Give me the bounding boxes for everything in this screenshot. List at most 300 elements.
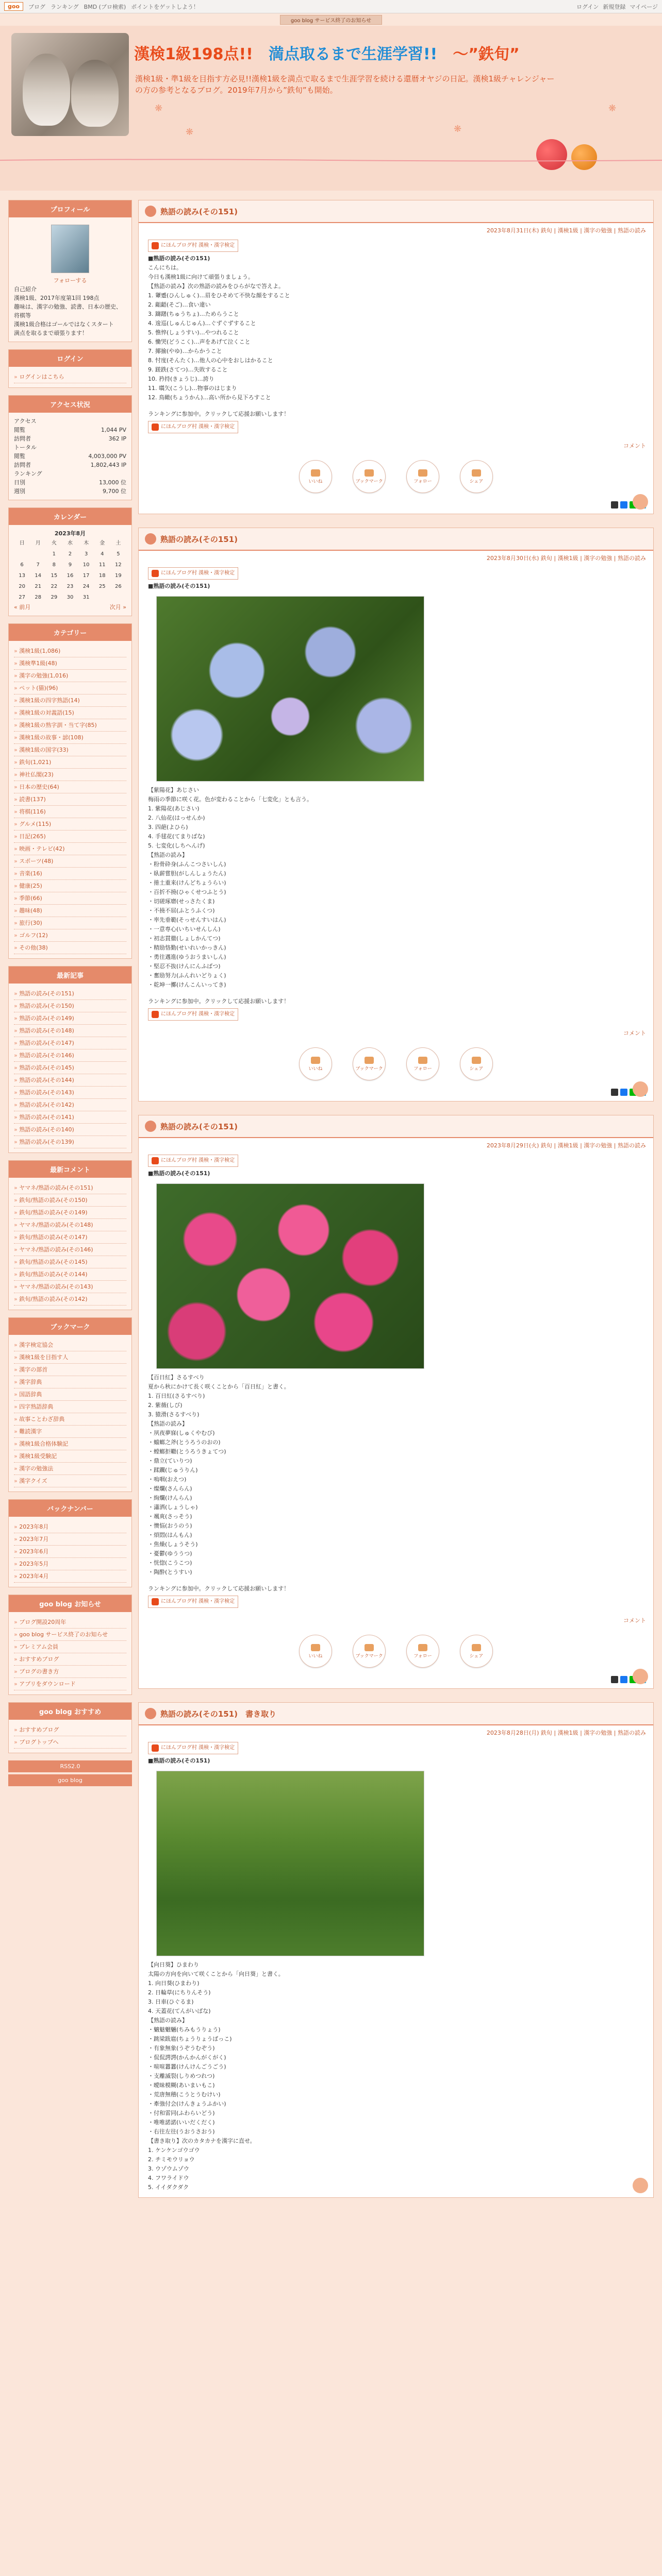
- calendar-day[interactable]: 13: [19, 573, 25, 579]
- calendar-month: 2023年8月: [54, 530, 86, 537]
- post-line: ・不撓不屈(ふとうふくつ): [148, 907, 215, 914]
- calendar-day[interactable]: 1: [52, 551, 56, 557]
- calendar-weekday: 水: [67, 540, 73, 546]
- reaction-button[interactable]: [406, 460, 439, 493]
- calendar-day: [14, 549, 30, 560]
- comment-item[interactable]: » 鉄旬/熟語の読み(その144): [14, 1268, 126, 1281]
- post-line: 6. 慟哭(どうこく)…声をあげて泣くこと: [148, 338, 251, 345]
- calendar-day[interactable]: 5: [117, 551, 120, 557]
- calendar-day[interactable]: 26: [115, 584, 122, 589]
- category-item[interactable]: » 日本の歴史(64): [14, 781, 126, 793]
- post-line: 3. 日車(ひぐるま): [148, 1998, 194, 2005]
- comment-item[interactable]: » 鉄旬/熟語の読み(その149): [14, 1207, 126, 1219]
- ranking-banner[interactable]: [148, 567, 238, 580]
- goo-news-item[interactable]: » goo blog サービス終了のお知らせ: [14, 1629, 126, 1641]
- access-box: [8, 395, 132, 500]
- recent-item[interactable]: » 熟語の読み(その144): [14, 1074, 126, 1087]
- ranking-banner[interactable]: [148, 421, 238, 433]
- access-label: アクセス: [14, 418, 37, 425]
- goo-news-item[interactable]: » アプリをダウンロード: [14, 1678, 126, 1690]
- post-line: 4. 逡巡(しゅんじゅん)…ぐずぐずすること: [148, 320, 256, 327]
- site-description: 漢検1級・準1級を目指す方必見!!漢検1級を満点で取るまで生涯学習を続ける還暦オヤジの日記。漢検1級チャレンジャーの方の参考となるブログ。2019年7月から”鉄旬”も開始。: [135, 74, 555, 95]
- access-row: [14, 469, 126, 478]
- calendar-heading: カレンダー: [9, 508, 131, 525]
- goo-news-item[interactable]: » プレミアム会員: [14, 1641, 126, 1653]
- main-content: [138, 200, 654, 2211]
- access-row: [14, 434, 126, 443]
- access-value: 362 IP: [108, 435, 126, 442]
- calendar-day[interactable]: 31: [82, 595, 90, 600]
- goo-news-item[interactable]: » ブログの書き方: [14, 1666, 126, 1678]
- comment-item[interactable]: » 鉄旬/熟語の読み(その150): [14, 1194, 126, 1207]
- recent-item[interactable]: » 熟語の読み(その142): [14, 1099, 126, 1111]
- calendar-day[interactable]: 29: [51, 595, 58, 600]
- category-item[interactable]: » 漢検1級(1,086): [14, 645, 126, 657]
- post-line: ・絢爛(けんらん): [148, 1495, 192, 1501]
- calendar-day[interactable]: 12: [115, 562, 122, 568]
- category-list: [9, 641, 131, 958]
- facebook-share-icon[interactable]: [620, 501, 627, 509]
- reaction-button[interactable]: [353, 1635, 386, 1668]
- post-line: ・嗚咽(おえつ): [148, 1476, 187, 1483]
- ranking-label: にほんブログ村 漢検・漢字検定: [161, 1011, 235, 1017]
- recent-heading: 最新記事: [9, 967, 131, 984]
- calendar-day[interactable]: 19: [115, 573, 122, 579]
- post-title[interactable]: 熟語の読み(その151): [160, 534, 238, 544]
- reaction-label: シェア: [469, 1653, 484, 1659]
- access-row: [14, 426, 126, 434]
- login-box: [8, 349, 132, 388]
- backnumber-item[interactable]: » 2023年4月: [14, 1570, 126, 1583]
- post-line: ・夙夜夢寐(しゅくやむび): [148, 1430, 215, 1436]
- comment-item[interactable]: » ヤマネ/熟語の読み(その151): [14, 1182, 126, 1194]
- reaction-button[interactable]: [353, 460, 386, 493]
- comment-item[interactable]: » 鉄旬/熟語の読み(その145): [14, 1256, 126, 1268]
- recent-item[interactable]: » 熟語の読み(その139): [14, 1136, 126, 1148]
- recent-item[interactable]: » 熟語の読み(その143): [14, 1087, 126, 1099]
- x-share-icon[interactable]: [611, 1676, 618, 1683]
- access-label: 訪問者: [14, 462, 31, 468]
- post-title[interactable]: 熟語の読み(その151) 書き取り: [160, 1709, 277, 1719]
- post-line: ・一意専心(いちいせんしん): [148, 926, 221, 933]
- access-label: 訪問者: [14, 435, 31, 442]
- category-item[interactable]: » ゴルフ(12): [14, 929, 126, 942]
- login-link-sidebar[interactable]: » ログインはこちら: [14, 371, 126, 383]
- x-share-icon[interactable]: [611, 501, 618, 509]
- post-body: [139, 1740, 653, 2197]
- post-date: 2023年8月28日(月) 鉄旬 | 漢検1級 | 漢字の勉強 | 熟語の読み: [486, 1730, 646, 1736]
- post-line: 8. 忖度(そんたく)…他人の心中をおしはかること: [148, 357, 273, 364]
- bookmark-item[interactable]: » 漢検1級合格体験記: [14, 1438, 126, 1450]
- calendar-day[interactable]: 18: [98, 573, 106, 579]
- comment-item[interactable]: » ヤマネ/熟語の読み(その143): [14, 1281, 126, 1293]
- calendar-day[interactable]: 15: [51, 573, 58, 579]
- goo-news-item[interactable]: » おすすめブログ: [14, 1653, 126, 1666]
- category-item[interactable]: » 映画・テレビ(42): [14, 843, 126, 855]
- post-line: 5. 七変化(しちへんげ): [148, 842, 205, 849]
- access-row: [14, 461, 126, 469]
- post-line: 【書き取り】次のカタカナを漢字に直せ。: [148, 2138, 256, 2144]
- post-line: ・蹂躙(じゅうりん): [148, 1467, 198, 1473]
- paw-print-icon: ❋: [454, 124, 462, 134]
- reaction-label: シェア: [469, 479, 484, 484]
- post-line: 5. イイダクダク: [148, 2184, 189, 2191]
- post-icon: [145, 206, 156, 217]
- goo-recommend-item[interactable]: » おすすめブログ: [14, 1724, 126, 1736]
- reaction-label: ブックマーク: [355, 479, 383, 484]
- bookmark-item[interactable]: » 漢字クイズ: [14, 1475, 126, 1487]
- ranking-label: にほんブログ村 漢検・漢字検定: [161, 424, 235, 430]
- reaction-label: いいね: [308, 1066, 323, 1072]
- rss-button[interactable]: RSS2.0: [8, 1760, 132, 1772]
- share-bar: [139, 1086, 653, 1101]
- category-item[interactable]: » 漢検1級の熟字訓・当て字(85): [14, 719, 126, 732]
- calendar-day[interactable]: 14: [35, 573, 42, 579]
- category-item[interactable]: » 将棋(116): [14, 806, 126, 818]
- reaction-buttons: [139, 1047, 653, 1080]
- bookmark-item[interactable]: » 四字熟語辞典: [14, 1401, 126, 1413]
- post-line: 今日も漢検1級に向けて頑張りましょう。: [148, 274, 254, 280]
- access-label: 週別: [14, 488, 25, 495]
- goo-logo[interactable]: goo: [4, 2, 23, 11]
- access-label: 閲覧: [14, 427, 25, 433]
- comment-item[interactable]: » ヤマネ/熟語の読み(その148): [14, 1219, 126, 1231]
- calendar-day[interactable]: 9: [68, 562, 72, 568]
- category-item[interactable]: » 神社仏閣(23): [14, 769, 126, 781]
- ranking-banner[interactable]: [148, 1596, 238, 1608]
- reaction-icon: [418, 1644, 427, 1651]
- post-photo[interactable]: [156, 1771, 424, 1956]
- yarn-string: [0, 159, 662, 162]
- backnumber-item[interactable]: » 2023年5月: [14, 1558, 126, 1570]
- recent-item[interactable]: » 熟語の読み(その150): [14, 1000, 126, 1012]
- post-line: ・右往左往(うおうさおう): [148, 2128, 215, 2135]
- comment-item[interactable]: » 鉄旬/熟語の読み(その147): [14, 1231, 126, 1244]
- calendar-day[interactable]: 8: [52, 562, 56, 568]
- comment-link[interactable]: コメント: [623, 1617, 646, 1624]
- post-body: [139, 1153, 653, 1615]
- profile-line: 漢検1級、2017年度第1回 198点: [14, 295, 100, 301]
- bookmark-item[interactable]: » 漢検1級を目指す人: [14, 1351, 126, 1364]
- post-line: ・堅忍不抜(けんにんふばつ): [148, 963, 221, 970]
- calendar-day[interactable]: 16: [67, 573, 74, 579]
- post-line: ・陶酔(とうすい): [148, 1569, 192, 1575]
- post-line: 梅雨の季節に咲く花。色が変わることから「七変化」とも言う。: [148, 796, 312, 803]
- goo-recommend-heading: goo blog おすすめ: [9, 1703, 131, 1720]
- ranking-label: にほんブログ村 漢検・漢字検定: [161, 1599, 235, 1604]
- comments-heading: 最新コメント: [9, 1161, 131, 1178]
- bookmark-item[interactable]: » 漢字検定協会: [14, 1339, 126, 1351]
- reaction-buttons: [139, 1635, 653, 1668]
- calendar-next[interactable]: 次月 »: [109, 604, 126, 611]
- cat-footer-icon: [633, 1669, 648, 1684]
- calendar-day[interactable]: 25: [98, 584, 106, 589]
- post-title[interactable]: 熟語の読み(その151): [160, 1122, 238, 1131]
- goo-recommend-item[interactable]: » ブログトップへ: [14, 1736, 126, 1749]
- cat-footer-icon: [633, 494, 648, 510]
- backnumber-item[interactable]: » 2023年7月: [14, 1533, 126, 1546]
- calendar-day[interactable]: 7: [36, 562, 40, 568]
- site-title[interactable]: 漢検1級198点!! 満点取るまで生涯学習!! ～”鉄旬”: [134, 45, 520, 63]
- category-item[interactable]: » グルメ(115): [14, 818, 126, 831]
- post-line: ・颯爽(さっそう): [148, 1513, 192, 1520]
- reaction-button[interactable]: [460, 1635, 493, 1668]
- recent-item[interactable]: » 熟語の読み(その148): [14, 1025, 126, 1037]
- backnumber-item[interactable]: » 2023年8月: [14, 1521, 126, 1533]
- profile-line: 漢検1級合格はゴールではなくスタート: [14, 321, 114, 328]
- access-stats: [9, 413, 131, 500]
- reaction-label: フォロー: [413, 1066, 432, 1072]
- post-line: ・魑魅魍魎(ちみもうりょう): [148, 2026, 221, 2033]
- toolbar-left: [4, 2, 199, 11]
- category-item[interactable]: » スポーツ(48): [14, 855, 126, 868]
- post-line: ・付和雷同(ふわらいどう): [148, 2110, 215, 2116]
- calendar-day[interactable]: 28: [35, 595, 42, 600]
- goo-recommend-list: [9, 1720, 131, 1753]
- calendar-day[interactable]: 24: [82, 584, 90, 589]
- category-box: [8, 623, 132, 959]
- bookmark-item[interactable]: » 故事ことわざ辞典: [14, 1413, 126, 1426]
- reaction-label: フォロー: [413, 479, 432, 484]
- post-line: 1. ケンケンゴウゴウ: [148, 2147, 200, 2154]
- toolbar-link-search[interactable]: BMD (ブロ検索): [84, 3, 126, 10]
- facebook-share-icon[interactable]: [620, 1676, 627, 1683]
- post-line: ・瀟洒(しょうしゃ): [148, 1504, 198, 1511]
- calendar-day[interactable]: 10: [82, 562, 90, 568]
- backnumber-list: [9, 1517, 131, 1587]
- ranking-banner[interactable]: [148, 240, 238, 252]
- recent-item[interactable]: » 熟語の読み(その147): [14, 1037, 126, 1049]
- goo-news-item[interactable]: » ブログ開設20周年: [14, 1616, 126, 1629]
- comments-box: [8, 1160, 132, 1310]
- post-header: [139, 200, 653, 223]
- post-line: ・蟷螂之斧(とうろうのおの): [148, 1439, 221, 1446]
- reaction-icon: [472, 1644, 481, 1651]
- reaction-label: いいね: [308, 479, 323, 484]
- ranking-outro: ランキングに参加中。クリックして応援お願いします！: [148, 998, 290, 1005]
- bookmark-item[interactable]: » 国語辞典: [14, 1388, 126, 1401]
- post-line: ・恍惚(こうこつ): [148, 1560, 192, 1566]
- calendar-day[interactable]: 30: [67, 595, 74, 600]
- category-item[interactable]: » 健康(25): [14, 880, 126, 892]
- post-line: 2. 日輪草(にちりんそう): [148, 1989, 211, 1996]
- category-item[interactable]: » その他(38): [14, 942, 126, 954]
- calendar-table: [14, 538, 126, 603]
- category-item[interactable]: » 漢検1級の対義語(15): [14, 707, 126, 719]
- toolbar-link-points[interactable]: ポイントをゲットしよう！: [131, 3, 199, 10]
- bookmark-item[interactable]: » 難読漢字: [14, 1426, 126, 1438]
- x-share-icon[interactable]: [611, 1089, 618, 1096]
- reaction-icon: [365, 1644, 374, 1651]
- toolbar-link-ranking[interactable]: ランキング: [51, 3, 79, 10]
- access-value: 1,044 PV: [101, 427, 126, 433]
- post-line: 【熟語の読み】次の熟語の読みをひらがなで答えよ。: [148, 283, 284, 290]
- reaction-button[interactable]: [460, 1047, 493, 1080]
- post-line: 9. 蹉跌(さてつ)…失敗すること: [148, 366, 228, 373]
- category-item[interactable]: » 旅行(30): [14, 917, 126, 929]
- ranking-icon: [152, 1011, 159, 1018]
- access-row: [14, 452, 126, 461]
- post-line: ・荒唐無稽(こうとうむけい): [148, 2091, 221, 2098]
- share-bar: [139, 498, 653, 514]
- calendar-weekday: 月: [35, 540, 41, 546]
- category-item[interactable]: » 漢字の勉強(1,016): [14, 670, 126, 682]
- post-line: 3. 躊躇(ちゅうちょ)…ためらうこと: [148, 311, 239, 317]
- ranking-banner[interactable]: [148, 1742, 238, 1754]
- goo-news-list: [9, 1612, 131, 1694]
- category-item[interactable]: » 漢検1級の国字(33): [14, 744, 126, 756]
- recent-item[interactable]: » 熟語の読み(その140): [14, 1124, 126, 1136]
- post-line: ・喧喧囂囂(けんけんごうごう): [148, 2063, 226, 2070]
- category-item[interactable]: » 漢検1級の故事・諺(108): [14, 732, 126, 744]
- category-item[interactable]: » 季節(66): [14, 892, 126, 905]
- recent-item[interactable]: » 熟語の読み(その145): [14, 1062, 126, 1074]
- comment-link[interactable]: コメント: [623, 1030, 646, 1037]
- bookmark-item[interactable]: » 漢検1級受験記: [14, 1450, 126, 1463]
- calendar-weekday: 日: [19, 540, 25, 546]
- post-line: 1. 顰蹙(ひんしゅく)…眉をひそめて不快な顔をすること: [148, 292, 290, 299]
- post-line: ・螳螂拒轍(とうろうきょてつ): [148, 1448, 226, 1455]
- comment-link[interactable]: コメント: [623, 443, 646, 449]
- category-item[interactable]: » 読書(137): [14, 793, 126, 806]
- reaction-button[interactable]: [460, 460, 493, 493]
- post-line: ・切磋琢磨(せっさたくま): [148, 898, 215, 905]
- access-row: [14, 487, 126, 496]
- category-item[interactable]: » 漢検準1級(48): [14, 657, 126, 670]
- bookmark-item[interactable]: » 漢字の部首: [14, 1364, 126, 1376]
- post-line: ・侃侃諤諤(かんかんがくがく): [148, 2054, 226, 2061]
- post-line: ・百折不撓(ひゃくせつふとう): [148, 889, 226, 895]
- recent-item[interactable]: » 熟語の読み(その149): [14, 1012, 126, 1025]
- calendar-day[interactable]: 4: [101, 551, 104, 557]
- calendar-day[interactable]: 20: [19, 584, 25, 589]
- calendar-prev[interactable]: « 前月: [14, 604, 31, 611]
- profile-line: 自己紹介: [14, 286, 37, 293]
- post-line: ・支離滅裂(しりめつれつ): [148, 2073, 215, 2079]
- comment-item[interactable]: » ヤマネ/熟語の読み(その146): [14, 1244, 126, 1256]
- calendar-weekday: 金: [100, 540, 105, 546]
- post-line: 3. ウゾウムゾウ: [148, 2165, 189, 2172]
- profile-avatar[interactable]: [51, 225, 89, 273]
- recent-item[interactable]: » 熟語の読み(その141): [14, 1111, 126, 1124]
- comment-item[interactable]: » 鉄旬/熟語の読み(その142): [14, 1293, 126, 1306]
- reaction-icon: [472, 469, 481, 477]
- category-item[interactable]: » 漢検1級の四字熟語(14): [14, 694, 126, 707]
- category-item[interactable]: » 日記(265): [14, 831, 126, 843]
- service-end-notice[interactable]: goo blog サービス終了のお知らせ: [280, 15, 382, 25]
- bookmark-item[interactable]: » 漢字の勉強法: [14, 1463, 126, 1475]
- reaction-icon: [418, 1057, 427, 1064]
- reaction-button[interactable]: [353, 1047, 386, 1080]
- blog-post: [138, 1115, 654, 1689]
- post-line: ・勇往邁進(ゆうおうまいしん): [148, 954, 226, 960]
- reaction-button[interactable]: [299, 1047, 332, 1080]
- reaction-button[interactable]: [299, 1635, 332, 1668]
- access-row: [14, 443, 126, 452]
- reaction-button[interactable]: [299, 460, 332, 493]
- toolbar-link-blog[interactable]: ブログ: [28, 3, 45, 10]
- calendar-day: [94, 592, 110, 603]
- post-date: 2023年8月29日(火) 鉄旬 | 漢検1級 | 漢字の勉強 | 熟語の読み: [486, 1142, 646, 1149]
- goo-blog-footer-logo[interactable]: goo blog: [8, 1774, 132, 1786]
- goo-recommend-box: [8, 1702, 132, 1753]
- blog-post: [138, 1702, 654, 2198]
- recent-box: [8, 966, 132, 1153]
- post-line: ・臥薪嘗胆(がしんしょうたん): [148, 870, 226, 877]
- blog-post: [138, 528, 654, 1101]
- post-header: [139, 528, 653, 551]
- access-value: 4,003,000 PV: [88, 453, 126, 460]
- post-photo[interactable]: [156, 596, 424, 782]
- backnumber-item[interactable]: » 2023年6月: [14, 1546, 126, 1558]
- calendar-day[interactable]: 22: [51, 584, 58, 589]
- calendar-weekday: 土: [115, 540, 121, 546]
- recent-list: [9, 984, 131, 1153]
- reaction-icon: [311, 1644, 320, 1651]
- blog-post: [138, 200, 654, 514]
- recent-item[interactable]: » 熟語の読み(その146): [14, 1049, 126, 1062]
- reaction-button[interactable]: [406, 1047, 439, 1080]
- post-photo[interactable]: [156, 1183, 424, 1369]
- access-label: 閲覧: [14, 453, 25, 460]
- calendar-day[interactable]: 17: [82, 573, 90, 579]
- access-row: [14, 417, 126, 426]
- calendar-day[interactable]: 6: [20, 562, 24, 568]
- post-line: 11. 嚆矢(こうし)…物事のはじまり: [148, 385, 237, 392]
- post-icon: [145, 1121, 156, 1132]
- category-item[interactable]: » 音楽(16): [14, 868, 126, 880]
- bookmark-item[interactable]: » 漢字辞典: [14, 1376, 126, 1388]
- post-line: 3. 四葩(よひら): [148, 824, 188, 831]
- post-line: 2. チミモウリョウ: [148, 2156, 195, 2163]
- ranking-banner[interactable]: [148, 1155, 238, 1167]
- cat-footer-icon: [633, 2178, 648, 2193]
- reaction-buttons: [139, 460, 653, 493]
- post-line: 【熟語の読み】: [148, 1420, 188, 1427]
- ranking-label: にほんブログ村 漢検・漢字検定: [161, 243, 235, 248]
- post-line: 10. 矜持(きょうじ)…誇り: [148, 376, 214, 382]
- ranking-banner[interactable]: [148, 1008, 238, 1021]
- post-icon: [145, 1708, 156, 1719]
- calendar-day[interactable]: 21: [35, 584, 42, 589]
- calendar-day[interactable]: 11: [98, 562, 106, 568]
- category-item[interactable]: » ペット(猫)(96): [14, 682, 126, 694]
- follow-link[interactable]: フォローする: [53, 277, 87, 284]
- calendar-day[interactable]: 3: [84, 551, 88, 557]
- login-link[interactable]: ログイン: [576, 3, 599, 10]
- post-intro: ■熟語の読み(その151): [148, 1170, 210, 1177]
- calendar-day[interactable]: 27: [19, 595, 25, 600]
- recent-item[interactable]: » 熟語の読み(その151): [14, 988, 126, 1000]
- category-item[interactable]: » 趣味(48): [14, 905, 126, 917]
- top-toolbar: [0, 0, 662, 13]
- post-intro: ■熟語の読み(その151): [148, 1757, 210, 1764]
- category-item[interactable]: » 鉄旬(1,021): [14, 756, 126, 769]
- register-link[interactable]: 新規登録: [603, 3, 626, 10]
- calendar-day[interactable]: 23: [67, 584, 74, 589]
- facebook-share-icon[interactable]: [620, 1089, 627, 1096]
- access-heading: アクセス状況: [9, 396, 131, 413]
- post-line: 4. 天蓋花(てんがいばな): [148, 2008, 211, 2014]
- reaction-button[interactable]: [406, 1635, 439, 1668]
- post-title[interactable]: 熟語の読み(その151): [160, 207, 238, 216]
- post-line: ・懊悩(おうのう): [148, 1522, 192, 1529]
- mypage-link[interactable]: マイページ: [630, 3, 658, 10]
- reaction-label: ブックマーク: [355, 1066, 383, 1072]
- ranking-outro: ランキングに参加中。クリックして応援お願いします！: [148, 1585, 290, 1592]
- calendar-day[interactable]: 2: [68, 551, 72, 557]
- access-value: 9,700 位: [103, 488, 126, 495]
